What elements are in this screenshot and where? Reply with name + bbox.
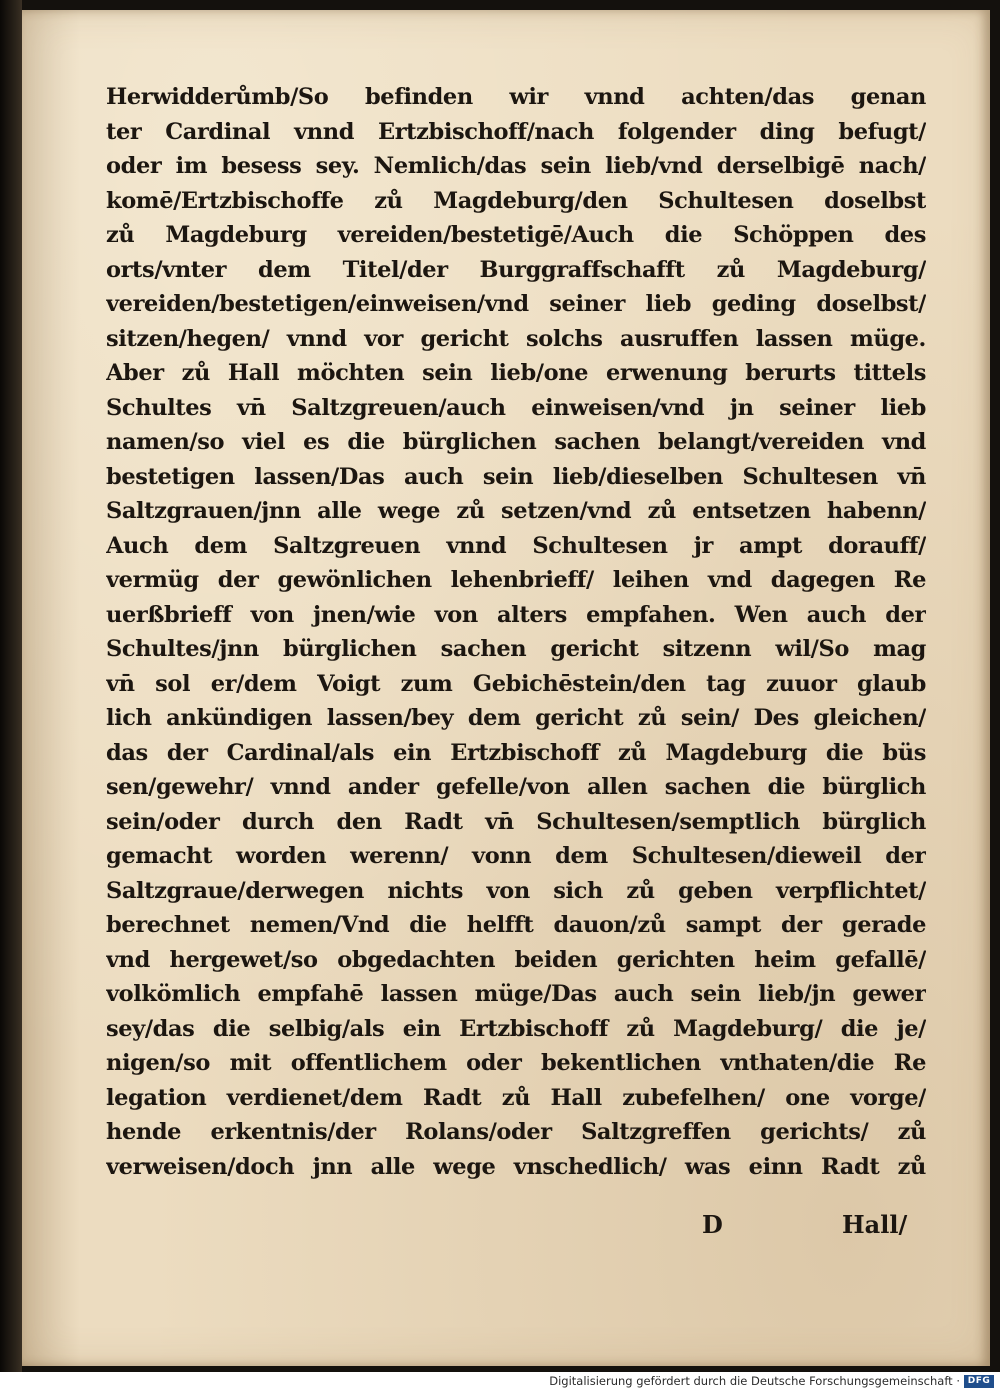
text-line: verweisen/doch jnn alle wege vnschedlich/ was einn Radt zů — [106, 1153, 926, 1180]
text-line: vermüg der gewönlichen lehenbrieff/ leihen vnd dagegen Re — [106, 567, 926, 593]
text-line: bestetigen lassen/Das auch sein lieb/dieselben Schultesen vn̄ — [106, 463, 926, 490]
text-line: ter Cardinal vnnd Ertzbischoff/nach folgender ding befugt/ — [106, 118, 926, 145]
text-line: Saltzgrauen/jnn alle wege zů setzen/vnd zů entsetzen habenn/ — [106, 498, 926, 524]
catchword-row — [682, 1208, 932, 1242]
book-page — [22, 10, 990, 1366]
book-spine-shadow — [0, 0, 22, 1372]
text-line: sitzen/hegen/ vnnd vor gericht solchs ausruffen lassen müge. — [106, 325, 926, 352]
text-line: lich ankündigen lassen/bey dem gericht zů sein/ Des gleichen/ — [106, 705, 926, 731]
dfg-logo: DFG — [964, 1375, 994, 1388]
text-line: sen/gewehr/ vnnd ander gefelle/von allen sachen die bürglich — [106, 774, 926, 800]
page-text-block — [106, 80, 926, 1184]
text-line: vn̄ sol er/dem Voigt zum Gebichēstein/den tag zuuor glaub — [106, 670, 926, 697]
text-line: orts/vnter dem Titel/der Burggraffschafft zů Magdeburg/ — [106, 256, 926, 283]
catchword: Hall/ — [842, 1210, 908, 1239]
text-line: sein/oder durch den Radt vn̄ Schultesen/semptlich bürglich — [106, 808, 926, 835]
text-line: legation verdienet/dem Radt zů Hall zubefelhen/ one vorge/ — [106, 1084, 926, 1111]
dfg-credit-text: Digitalisierung gefördert durch die Deutsche Forschungsgemeinschaft · — [549, 1374, 960, 1388]
signature-mark: D — [702, 1210, 723, 1239]
text-line: komē/Ertzbischoffe zů Magdeburg/den Schultesen doselbst — [106, 187, 926, 214]
text-line: vereiden/bestetigen/einweisen/vnd seiner lieb geding doselbst/ — [106, 291, 926, 317]
text-line: volkömlich empfahē lassen müge/Das auch sein lieb/jn gewer — [106, 981, 926, 1007]
text-line: berechnet nemen/Vnd die helfft dauon/zů sampt der gerade — [106, 912, 926, 938]
text-line: sey/das die selbig/als ein Ertzbischoff zů Magdeburg/ die je/ — [106, 1015, 926, 1042]
text-line: nigen/so mit offentlichem oder bekentlichen vnthaten/die Re — [106, 1050, 926, 1076]
text-line: Auch dem Saltzgreuen vnnd Schultesen jr ampt dorauff/ — [106, 532, 926, 559]
text-line: uerßbrieff von jnen/wie von alters empfahen. Wen auch der — [106, 601, 926, 628]
text-line: das der Cardinal/als ein Ertzbischoff zů Magdeburg die büs — [106, 739, 926, 766]
text-line: oder im besess sey. Nemlich/das sein lieb/vnd derselbigē nach/ — [106, 153, 926, 179]
text-line: Schultes vn̄ Saltzgreuen/auch einweisen/vnd jn seiner lieb — [106, 394, 926, 421]
text-line: gemacht worden werenn/ vonn dem Schultesen/dieweil der — [106, 843, 926, 869]
text-line: vnd hergewet/so obgedachten beiden gerichten heim gefallē/ — [106, 946, 926, 973]
text-line: namen/so viel es die bürglichen sachen belangt/vereiden vnd — [106, 429, 926, 455]
text-line: hende erkentnis/der Rolans/oder Saltzgreffen gerichts/ zů — [106, 1119, 926, 1145]
text-line: Saltzgraue/derwegen nichts von sich zů geben verpflichtet/ — [106, 877, 926, 904]
text-line: Aber zů Hall möchten sein lieb/one erwenung berurts tittels — [106, 360, 926, 386]
text-line: zů Magdeburg vereiden/bestetigē/Auch die Schöppen des — [106, 222, 926, 248]
text-line: Herwidderůmb/So befinden wir vnnd achten/das genan — [106, 84, 926, 110]
text-line: Schultes/jnn bürglichen sachen gericht sitzenn wil/So mag — [106, 636, 926, 662]
